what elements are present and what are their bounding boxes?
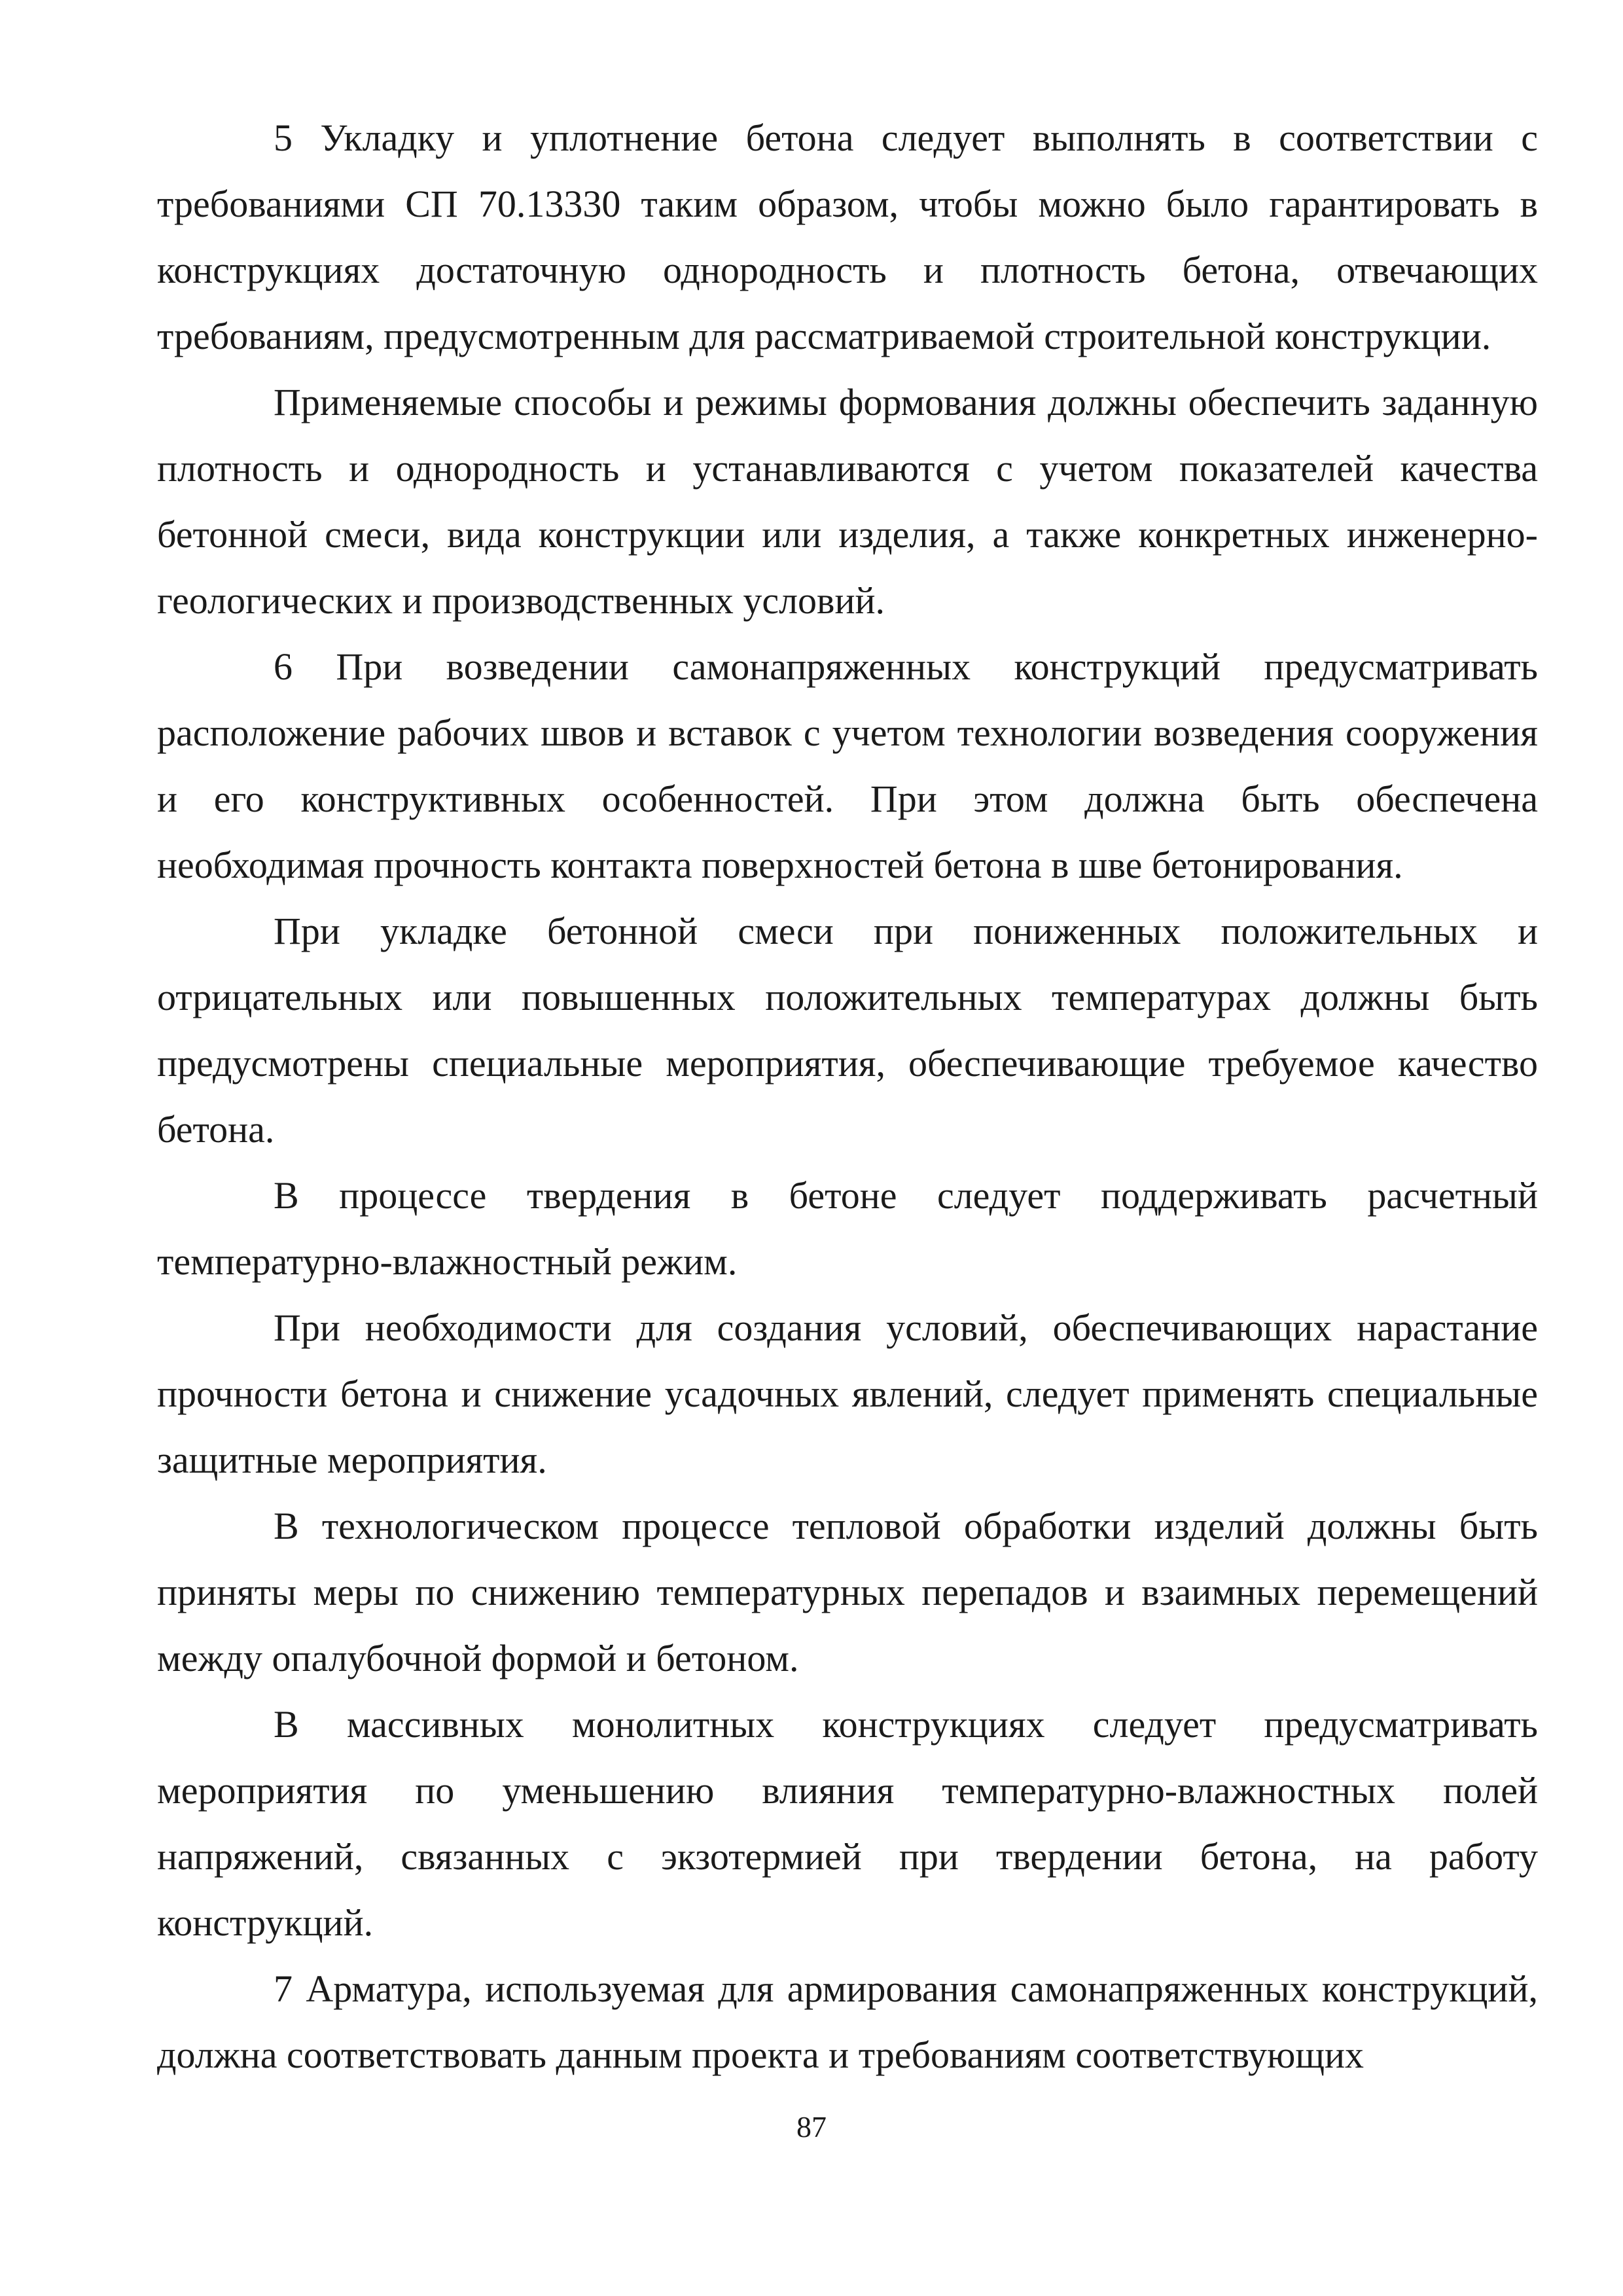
- page-number: 87: [796, 2110, 827, 2144]
- paragraph-curing-regime: В процессе твердения в бетоне следует поддерживать расчетный температурно-влажностный режим.: [157, 1174, 1538, 1283]
- paragraph-massive-structures: В массивных монолитных конструкциях следует предусматривать мероприятия по уменьшению влияния температурно-влажностных полей напряжений, связанных с экзотермией при твердении бетона, на работу конструкций.: [157, 1703, 1538, 1944]
- paragraph-forming-methods: Применяемые способы и режимы формования должны обеспечить заданную плотность и однородность и устанавливаются с учетом показателей качества бетонной смеси, вида конструкции или изделия, а также конкретных инженерно-геологических и производственных условий.: [157, 381, 1538, 622]
- paragraph-working-joints: 6 При возведении самонапряженных конструкций предусматривать расположение рабочих швов и вставок с учетом технологии возведения сооружения и его конструктивных особенностей. При этом должна быть обеспечена необходимая прочность контакта поверхностей бетона в шве бетонирования.: [157, 645, 1538, 886]
- paragraph-heat-treatment: В технологическом процессе тепловой обработки изделий должны быть приняты меры по снижению температурных перепадов и взаимных перемещений между опалубочной формой и бетоном.: [157, 1505, 1538, 1679]
- paragraph-protective-measures: При необходимости для создания условий, обеспечивающих нарастание прочности бетона и снижение усадочных явлений, следует применять специальные защитные мероприятия.: [157, 1306, 1538, 1481]
- paragraph-concrete-placement: 5 Укладку и уплотнение бетона следует выполнять в соответствии с требованиями СП 70.13330 таким образом, чтобы можно было гарантировать в конструкциях достаточную однородность и плотность бетона, отвечающих требованиям, предусмотренным для рассматриваемой строительной конструкции.: [157, 117, 1538, 357]
- document-body: [157, 105, 1538, 2088]
- paragraph-reinforcement: 7 Арматура, используемая для армирования самонапряженных конструкций, должна соответствовать данным проекта и требованиям соответствующих: [157, 1967, 1538, 2076]
- paragraph-temperature-measures: При укладке бетонной смеси при пониженных положительных и отрицательных или повышенных положительных температурах должны быть предусмотрены специальные мероприятия, обеспечивающие требуемое качество бетона.: [157, 910, 1538, 1151]
